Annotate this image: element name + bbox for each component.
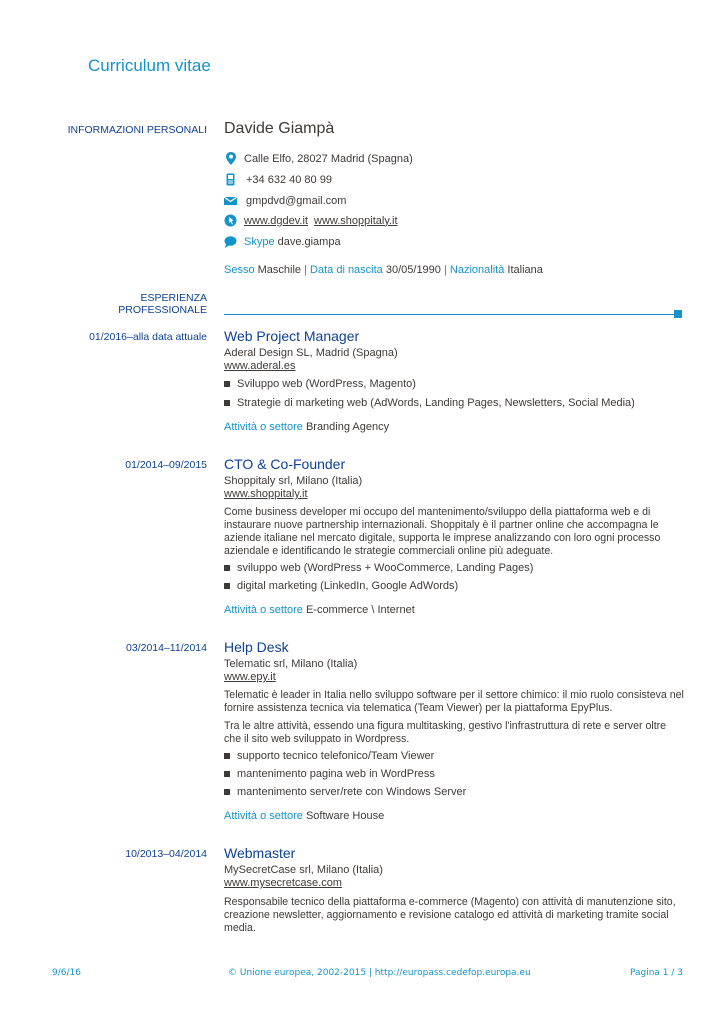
job-description: Come business developer mi occupo del mantenimento/sviluppo della piattaforma web e di instaurare nuove partnership internazionali. Shoppitaly è il partner online che accompagna le aziende italiane nel mercato digitale, supporta le imprese analizzando con loro ogni processo aziendale e identificando le strategie commerciali online più adeguate. [224,506,661,557]
bullet-icon [224,565,230,571]
job-date: 01/2014–09/2015 [125,459,207,471]
job-company: MySecretCase srl, Milano (Italia) [224,864,383,876]
email-row [224,194,346,207]
list-item-text: supporto tecnico telefonico/Team Viewer [237,750,435,762]
phone-row [224,173,332,186]
dob-value: 30/05/1990 [385,264,441,276]
nationality-label: Nazionalità [449,264,505,276]
sex-label: Sesso [224,264,255,276]
personal-details-line [224,264,684,277]
job-description: Responsabile tecnico della piattaforma e-commerce (Magento) con attività di manutenzione sito, creazione newsletter, aggiornamento e revisione catalogo ed attività di marketing tramite social media. [224,896,676,934]
section-label-experience [27,292,207,316]
job-description: Tra le altre attività, essendo una figura multitasking, gestivo l'infrastruttura di rete e server oltre che il sito web sviluppato in Wordpress. [224,720,667,745]
bullet-icon [224,400,230,406]
job-title: CTO & Co-Founder [224,456,346,472]
email-text[interactable]: gmpdvd@gmail.com [246,194,347,207]
person-name: Davide Giampà [224,120,335,137]
bullet-icon [224,583,230,589]
job-title: Webmaster [224,845,296,861]
skype-row [224,235,341,248]
job-url[interactable]: www.epy.it [224,671,276,683]
job-description: Telematic è leader in Italia nello sviluppo software per il settore chimico: il mio ruolo consisteva nel fornire assistenza tecnica via telematica (Team Viewer) per la piattaforma EpyPlus. [224,689,684,714]
list-item [224,397,635,409]
list-item [224,580,458,592]
section-label-personal: INFORMAZIONI PERSONALI [67,124,207,136]
job-date: 01/2016–alla data attuale [89,331,207,343]
globe-cursor-icon [224,214,237,227]
list-item [224,378,416,390]
job-date: 03/2014–11/2014 [126,642,207,654]
separator: | [443,264,447,276]
list-item-text: Sviluppo web (WordPress, Magento) [237,378,416,390]
list-item-text: mantenimento pagina web in WordPress [237,768,435,780]
job-title: Web Project Manager [224,328,360,344]
website-link-dgdev[interactable]: www.dgdev.it [244,214,308,227]
footer-date: 9/6/16 [52,968,81,978]
list-item [224,786,466,798]
list-item [224,750,434,762]
sector-label: Attività o settore [224,421,303,433]
section-label-line: PROFESSIONALE [118,304,207,316]
website-link-shoppitaly[interactable]: www.shoppitaly.it [314,214,398,227]
list-item-text: Strategie di marketing web (AdWords, Landing Pages, Newsletters, Social Media) [237,397,635,409]
website-row [224,214,398,227]
sector-label: Attività o settore [224,810,303,822]
sector-value: Branding Agency [305,421,390,433]
job-date: 10/2013–04/2014 [125,848,207,860]
footer-copyright: © Unione europea, 2002-2015 | http://europass.cedefop.europa.eu [228,968,531,978]
location-pin-icon [224,152,237,165]
section-label-line: ESPERIENZA [140,292,207,304]
job-title: Help Desk [224,639,289,655]
section-marker [674,310,682,318]
sector-value: E-commerce \ Internet [305,604,415,616]
list-item-text: digital marketing (LinkedIn, Google AdWords) [237,580,459,592]
bullet-icon [224,789,230,795]
chat-bubble-icon [224,235,237,248]
dob-label: Data di nascita [310,264,383,276]
envelope-icon [224,194,237,207]
bullet-icon [224,381,230,387]
job-url[interactable]: www.aderal.es [224,360,296,372]
address-row [224,152,413,165]
job-sector [224,810,384,823]
page-title: Curriculum vitae [88,56,211,75]
list-item [224,768,435,780]
job-company: Shoppitaly srl, Milano (Italia) [224,475,363,487]
list-item-text: mantenimento server/rete con Windows Server [237,786,467,798]
mobile-phone-icon [224,173,237,186]
skype-value: dave.giampa [277,235,341,248]
job-url[interactable]: www.mysecretcase.com [224,877,342,889]
bullet-icon [224,771,230,777]
footer-page-number: Pagina 1 / 3 [629,968,683,978]
list-item-text: sviluppo web (WordPress + WooCommerce, Landing Pages) [237,562,534,574]
nationality-value: Italiana [507,264,543,276]
phone-text: +34 632 40 80 99 [246,173,332,186]
job-company: Aderal Design SL, Madrid (Spagna) [224,347,398,359]
skype-label: Skype [244,235,275,248]
address-text: Calle Elfo, 28027 Madrid (Spagna) [244,152,413,165]
list-item [224,562,533,574]
separator: | [304,264,307,276]
job-url[interactable]: www.shoppitaly.it [224,488,308,500]
sector-value: Software House [305,810,385,822]
sex-value: Maschile [257,264,302,276]
bullet-icon [224,753,230,759]
section-divider [224,314,676,315]
job-company: Telematic srl, Milano (Italia) [224,658,358,670]
job-sector [224,604,415,617]
sector-label: Attività o settore [224,604,303,616]
job-sector [224,421,389,434]
